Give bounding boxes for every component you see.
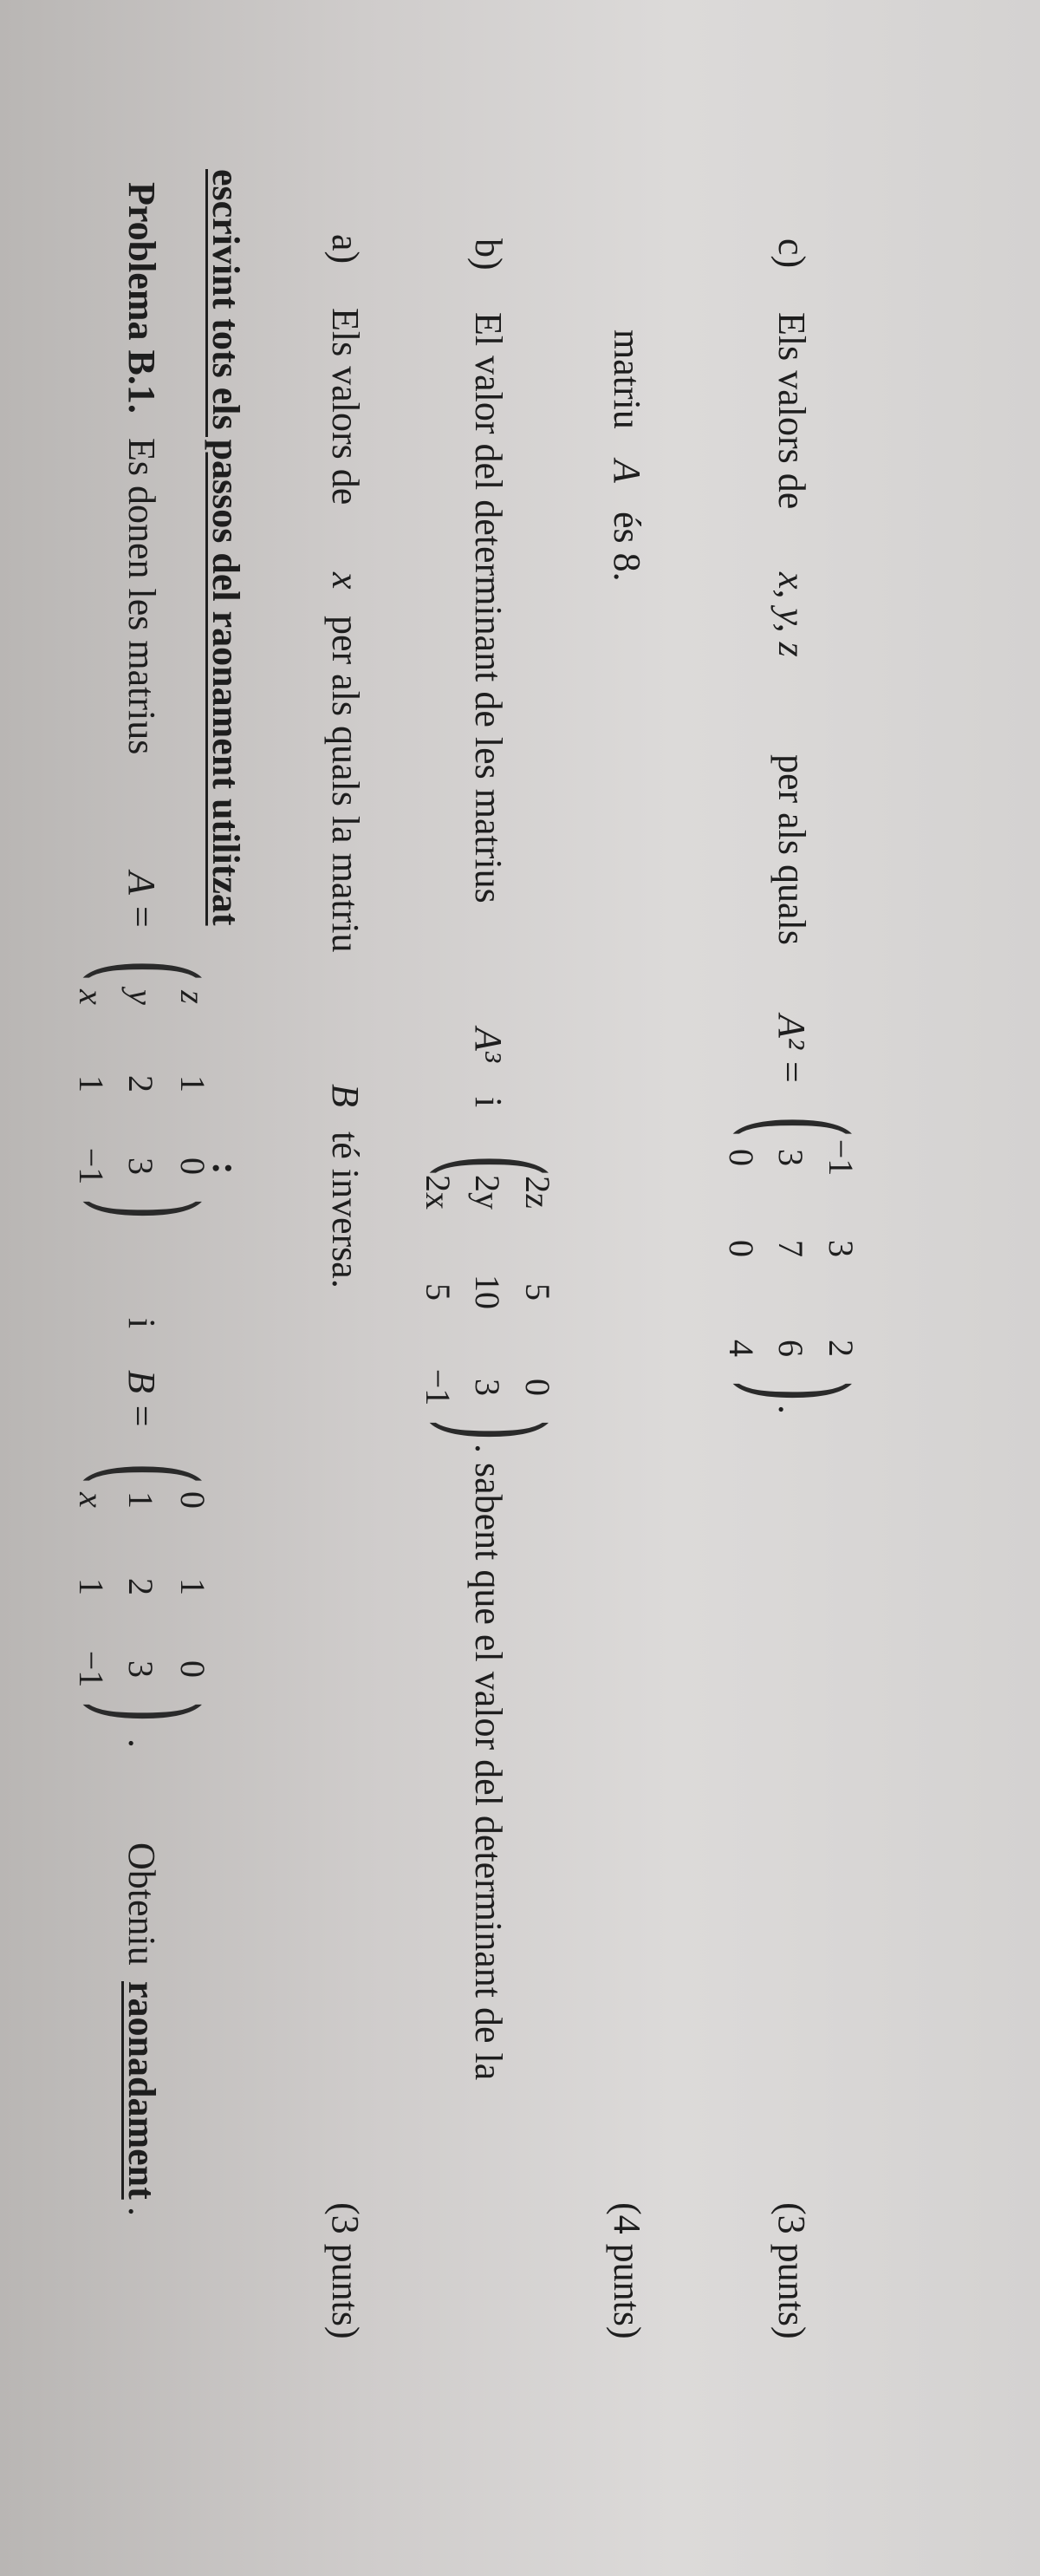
matrix-cell: x — [72, 989, 111, 1005]
matrix-cell: 10 — [468, 1275, 507, 1309]
matrix-cell: 2z — [518, 1176, 557, 1209]
instruction-line: escrivint tots els passos del raonament utilitzat — [205, 169, 247, 926]
part-c-right-paren: ) — [722, 1379, 873, 1403]
part-a-label: a) — [324, 234, 367, 264]
matrix-cell: −1 — [72, 1147, 111, 1185]
matrix-cell: 3 — [121, 1660, 160, 1678]
part-b-right-paren: ) — [419, 1418, 569, 1442]
part-b-matrix-a: A — [606, 460, 648, 483]
part-b-line2-end: és 8. — [606, 512, 648, 582]
problem-intro: Es donen les matrius — [120, 438, 163, 755]
part-b-a3: A³ — [467, 1027, 510, 1063]
part-b-text: El valor del determinant de les matrius — [467, 312, 510, 903]
part-b-line2: matriu — [606, 329, 648, 429]
instruction-colon: : — [205, 1162, 247, 1175]
conjunction-i: i — [120, 1318, 163, 1329]
part-a-matrix-name: B — [324, 1084, 367, 1107]
part-b-points: (4 punts) — [606, 2202, 648, 2339]
part-c-left-paren: ( — [722, 1115, 873, 1138]
matrix-cell: y — [121, 989, 160, 1005]
matrix-cell: 2 — [121, 1075, 160, 1092]
matrix-cell: −1 — [72, 1650, 111, 1688]
matrix-cell: 0 — [722, 1149, 761, 1166]
matrix-b-right-paren: ) — [72, 1700, 223, 1724]
matrix-cell: x — [72, 1492, 111, 1508]
part-a-text: Els valors de — [324, 308, 367, 505]
part-c-text: Els valors de — [770, 312, 813, 510]
part-b-left-paren: ( — [419, 1154, 569, 1177]
matrix-b-left-paren: ( — [72, 1462, 223, 1485]
part-a-points: (3 punts) — [324, 2202, 367, 2339]
reasoned-period: . — [120, 2207, 163, 2216]
part-a-text-end: té inversa. — [324, 1131, 367, 1288]
part-b-label: b) — [467, 238, 510, 271]
matrix-cell: 0 — [173, 1158, 212, 1175]
part-c-vars: x, y, z — [770, 572, 813, 657]
matrix-cell: 2x — [419, 1175, 458, 1210]
obtain-word: Obteniu — [120, 1842, 163, 1966]
part-b-text-after: . sabent que el valor del determinant de la — [467, 1444, 510, 2081]
matrix-cell: 2 — [822, 1340, 861, 1357]
part-c-period: . — [770, 1405, 813, 1414]
matrix-a-left-paren: ( — [72, 959, 223, 982]
matrix-cell: 5 — [518, 1283, 557, 1301]
part-c-label: c) — [770, 238, 813, 269]
matrix-b-period: . — [120, 1738, 163, 1748]
matrix-cell: −1 — [419, 1368, 458, 1406]
matrix-cell: 7 — [771, 1240, 810, 1257]
matrix-cell: 1 — [121, 1491, 160, 1509]
part-b-conj: i — [467, 1097, 510, 1108]
matrix-cell: 3 — [771, 1149, 810, 1166]
matrix-cell: 2y — [468, 1175, 507, 1210]
matrix-cell: 0 — [173, 1660, 212, 1678]
part-c-a2: A² = — [770, 1014, 813, 1085]
matrix-cell: 1 — [173, 1075, 212, 1092]
matrix-b-label: B = — [120, 1370, 163, 1429]
matrix-a-right-paren: ) — [72, 1197, 223, 1221]
problem-title: Problema B.1. — [120, 182, 163, 414]
part-c-points: (3 punts) — [770, 2202, 813, 2339]
matrix-cell: 2 — [121, 1578, 160, 1595]
matrix-cell: 1 — [173, 1578, 212, 1595]
matrix-cell: z — [173, 990, 212, 1004]
matrix-cell: 1 — [72, 1578, 111, 1595]
matrix-cell: 0 — [173, 1491, 212, 1509]
matrix-cell: 3 — [822, 1240, 861, 1257]
matrix-cell: 4 — [722, 1340, 761, 1357]
part-a-text-mid: per als quals la matriu — [324, 616, 367, 953]
part-a-var: x — [324, 572, 367, 590]
matrix-cell: 0 — [722, 1240, 761, 1257]
matrix-cell: 6 — [771, 1340, 810, 1357]
matrix-cell: −1 — [822, 1138, 861, 1177]
matrix-cell: 0 — [518, 1379, 557, 1396]
matrix-a-label: A = — [120, 871, 163, 929]
matrix-cell: 1 — [72, 1075, 111, 1092]
reasoned-word: raonadament — [120, 1981, 163, 2200]
matrix-cell: 5 — [419, 1283, 458, 1301]
part-c-text-mid: per als quals — [770, 754, 813, 945]
matrix-cell: 3 — [468, 1379, 507, 1396]
matrix-cell: 3 — [121, 1158, 160, 1175]
